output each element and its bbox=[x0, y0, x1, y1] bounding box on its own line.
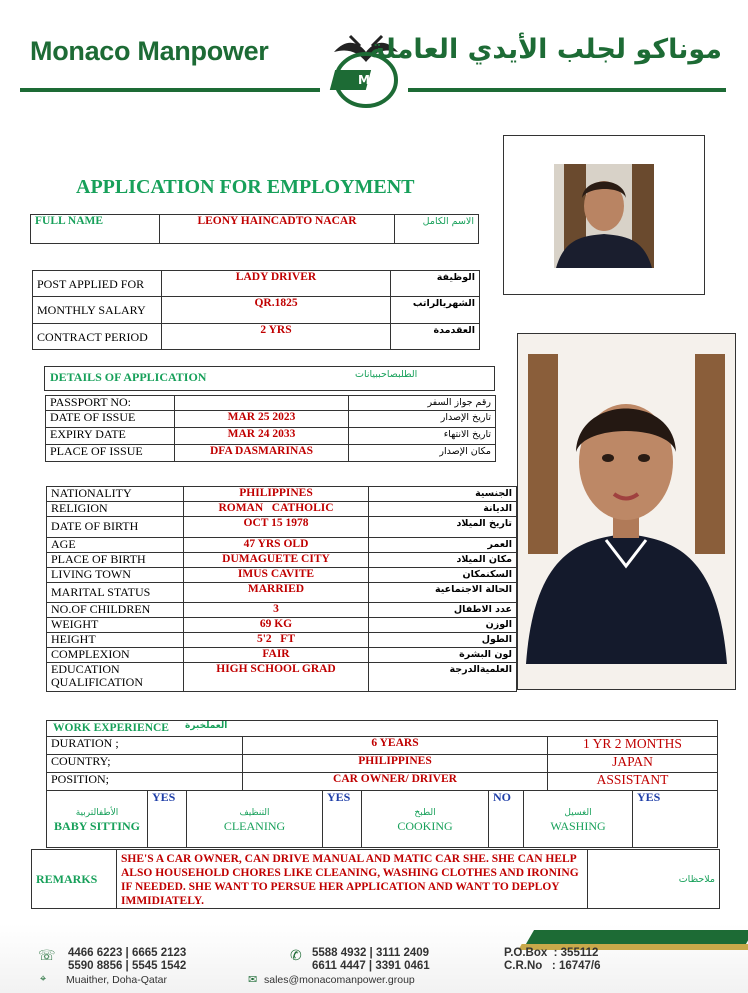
skill-cooking-label: COOKING bbox=[397, 819, 453, 833]
place-issue-label: PLACE OF ISSUE bbox=[46, 445, 175, 462]
work-header-label: WORK EXPERIENCE bbox=[53, 722, 169, 734]
passport-no-value bbox=[175, 396, 349, 411]
full-name-label-ar: الاسم الكامل bbox=[395, 215, 479, 244]
issue-date-label-ar: تاريخ الإصدار bbox=[349, 411, 496, 428]
address: Muaither, Doha-Qatar bbox=[66, 974, 167, 986]
skill-washing bbox=[524, 791, 633, 848]
nationality-label: NATIONALITY bbox=[47, 487, 184, 502]
age-value: 47 YRS OLD bbox=[184, 538, 369, 553]
passport-table bbox=[45, 395, 496, 462]
header-rule-left bbox=[20, 88, 320, 92]
skill-cooking bbox=[362, 791, 489, 848]
location-icon: ⌖ bbox=[40, 973, 47, 985]
country-value: PHILIPPINES bbox=[243, 755, 548, 773]
dob-value: OCT 15 1978 bbox=[184, 517, 369, 538]
skill-cleaning bbox=[187, 791, 323, 848]
country-label: COUNTRY; bbox=[47, 755, 243, 773]
nationality-value: PHILIPPINES bbox=[184, 487, 369, 502]
children-label: NO.OF CHILDREN bbox=[47, 603, 184, 618]
details-header bbox=[44, 366, 495, 391]
skill-baby-sitting-ar: الأطفالتربية bbox=[75, 808, 119, 818]
place-issue-value: DFA DASMARINAS bbox=[175, 445, 349, 462]
work-header-label-ar: العملخبرة bbox=[185, 721, 228, 731]
skills-table bbox=[46, 790, 718, 848]
birth-place-value: DUMAGUETE CITY bbox=[184, 553, 369, 568]
post-label: POST APPLIED FOR bbox=[33, 271, 162, 297]
header-rule-right bbox=[408, 88, 726, 92]
age-label: AGE bbox=[47, 538, 184, 553]
details-header-label: DETAILS OF APPLICATION bbox=[50, 370, 207, 384]
height-value: 5'2 FT bbox=[184, 633, 369, 648]
skill-cleaning-answer: YES bbox=[323, 791, 362, 848]
birth-place-label-ar: مكان الميلاد bbox=[369, 553, 517, 568]
whatsapp-icon: ✆ bbox=[290, 949, 302, 964]
remarks-text: SHE'S A CAR OWNER, CAN DRIVE MANUAL AND MATIC CAR SHE. SHE CAN HELP ALSO HOUSEHOLD CHORES LIKE CLEANING, WASHING CLOTHES AND IRONING IF NEEDED. SHE WANT TO PERSUE HER APPLICATION AND WANT TO DEPLOY IMMIDIATELY. bbox=[117, 850, 588, 909]
issue-date-label: DATE OF ISSUE bbox=[46, 411, 175, 428]
skill-baby-sitting-answer: YES bbox=[148, 791, 187, 848]
marital-value: MARRIED bbox=[184, 583, 369, 603]
email-icon: ✉ bbox=[248, 974, 258, 986]
remarks-table bbox=[31, 849, 720, 909]
children-label-ar: عدد الاطفال bbox=[369, 603, 517, 618]
skill-cleaning-label: CLEANING bbox=[223, 819, 286, 833]
position-extra: ASSISTANT bbox=[548, 773, 718, 791]
marital-label-ar: الحالة الاجتماعية bbox=[369, 583, 517, 603]
work-header bbox=[46, 720, 718, 737]
religion-label-ar: الديانة bbox=[369, 502, 517, 517]
dob-label-ar: تاريخ الميلاد bbox=[369, 517, 517, 538]
work-table bbox=[46, 736, 718, 791]
living-town-value: IMUS CAVITE bbox=[184, 568, 369, 583]
duration-label: DURATION ; bbox=[47, 737, 243, 755]
issue-date-value: MAR 25 2023 bbox=[175, 411, 349, 428]
weight-label-ar: الوزن bbox=[369, 618, 517, 633]
footer bbox=[0, 924, 748, 993]
children-value: 3 bbox=[184, 603, 369, 618]
applicant-photo-small bbox=[503, 135, 705, 295]
salary-label: MONTHLY SALARY bbox=[33, 297, 162, 324]
height-label: HEIGHT bbox=[47, 633, 184, 648]
personal-table bbox=[46, 486, 517, 692]
skill-washing-answer: YES bbox=[633, 791, 718, 848]
complexion-label: COMPLEXION bbox=[47, 648, 184, 663]
weight-value: 69 KG bbox=[184, 618, 369, 633]
expiry-date-label-ar: تاريخ الانتهاء bbox=[349, 428, 496, 445]
place-issue-label-ar: مكان الإصدار bbox=[349, 445, 496, 462]
full-name-value: LEONY HAINCADTO NACAR bbox=[160, 215, 395, 244]
page-title: APPLICATION FOR EMPLOYMENT bbox=[76, 176, 415, 198]
phone-icon: ☏ bbox=[38, 949, 56, 964]
duration-extra: 1 YR 2 MONTHS bbox=[548, 737, 718, 755]
contract-value: 2 YRS bbox=[162, 324, 391, 350]
passport-no-label: PASSPORT NO: bbox=[46, 396, 175, 411]
living-town-label: LIVING TOWN bbox=[47, 568, 184, 583]
skill-baby-sitting bbox=[47, 791, 148, 848]
skill-cleaning-ar: التنظيف bbox=[239, 808, 270, 818]
education-label: EDUCATION QUALIFICATION bbox=[47, 663, 184, 692]
weight-label: WEIGHT bbox=[47, 618, 184, 633]
skill-washing-label: WASHING bbox=[550, 819, 606, 833]
remarks-label: REMARKS bbox=[32, 850, 117, 909]
contract-label: CONTRACT PERIOD bbox=[33, 324, 162, 350]
religion-label: RELIGION bbox=[47, 502, 184, 517]
marital-label: MARITAL STATUS bbox=[47, 583, 184, 603]
post-value: LADY DRIVER bbox=[162, 271, 391, 297]
contract-label-ar: العقدمدة bbox=[391, 324, 480, 350]
post-label-ar: الوظيفة bbox=[391, 271, 480, 297]
phones-line4: 6611 4447 | 3391 0461 bbox=[312, 960, 430, 972]
email: sales@monacomanpower.group bbox=[264, 974, 415, 986]
skill-cooking-answer: NO bbox=[489, 791, 524, 848]
height-label-ar: الطول bbox=[369, 633, 517, 648]
expiry-date-label: EXPIRY DATE bbox=[46, 428, 175, 445]
living-town-label-ar: السكنمكان bbox=[369, 568, 517, 583]
logo-text: MM bbox=[358, 73, 382, 87]
religion-value: ROMAN CATHOLIC bbox=[184, 502, 369, 517]
skill-washing-ar: الغسيل bbox=[564, 808, 592, 818]
country-extra: JAPAN bbox=[548, 755, 718, 773]
remarks-label-ar: ملاحظات bbox=[588, 850, 720, 909]
phones-line1: 4466 6223 | 6665 2123 bbox=[68, 947, 187, 959]
brand-name-en: Monaco Manpower bbox=[30, 36, 269, 66]
age-label-ar: العمر bbox=[369, 538, 517, 553]
applicant-photo-large bbox=[517, 333, 736, 690]
brand-name-ar: موناكو لجلب الأيدي العاملة bbox=[369, 34, 722, 65]
expiry-date-value: MAR 24 2033 bbox=[175, 428, 349, 445]
nationality-label-ar: الجنسية bbox=[369, 487, 517, 502]
complexion-label-ar: لون البشرة bbox=[369, 648, 517, 663]
salary-label-ar: الشهريالراتب bbox=[391, 297, 480, 324]
phones-line2: 5590 8856 | 5545 1542 bbox=[68, 960, 187, 972]
details-header-label-ar: الطلبصاحببيانات bbox=[355, 369, 418, 380]
skill-baby-sitting-label: BABY SITTING bbox=[54, 819, 140, 833]
phones-line3: 5588 4932 | 3111 2409 bbox=[312, 947, 430, 959]
complexion-value: FAIR bbox=[184, 648, 369, 663]
passport-no-label-ar: رقم جواز السفر bbox=[349, 396, 496, 411]
position-value: CAR OWNER/ DRIVER bbox=[243, 773, 548, 791]
birth-place-label: PLACE OF BIRTH bbox=[47, 553, 184, 568]
post-table bbox=[32, 270, 480, 350]
skill-cooking-ar: الطبخ bbox=[414, 808, 436, 818]
education-label-ar: العلميةالدرجة bbox=[369, 663, 517, 692]
education-value: HIGH SCHOOL GRAD bbox=[184, 663, 369, 692]
po-box: P.O.Box : 355112 bbox=[504, 947, 599, 959]
position-label: POSITION; bbox=[47, 773, 243, 791]
footer-stripe bbox=[526, 930, 748, 944]
dob-label: DATE OF BIRTH bbox=[47, 517, 184, 538]
salary-value: QR.1825 bbox=[162, 297, 391, 324]
full-name-table bbox=[30, 214, 479, 244]
full-name-label: FULL NAME bbox=[31, 215, 160, 244]
duration-value: 6 YEARS bbox=[243, 737, 548, 755]
cr-no: C.R.No : 16747/6 bbox=[504, 960, 601, 972]
